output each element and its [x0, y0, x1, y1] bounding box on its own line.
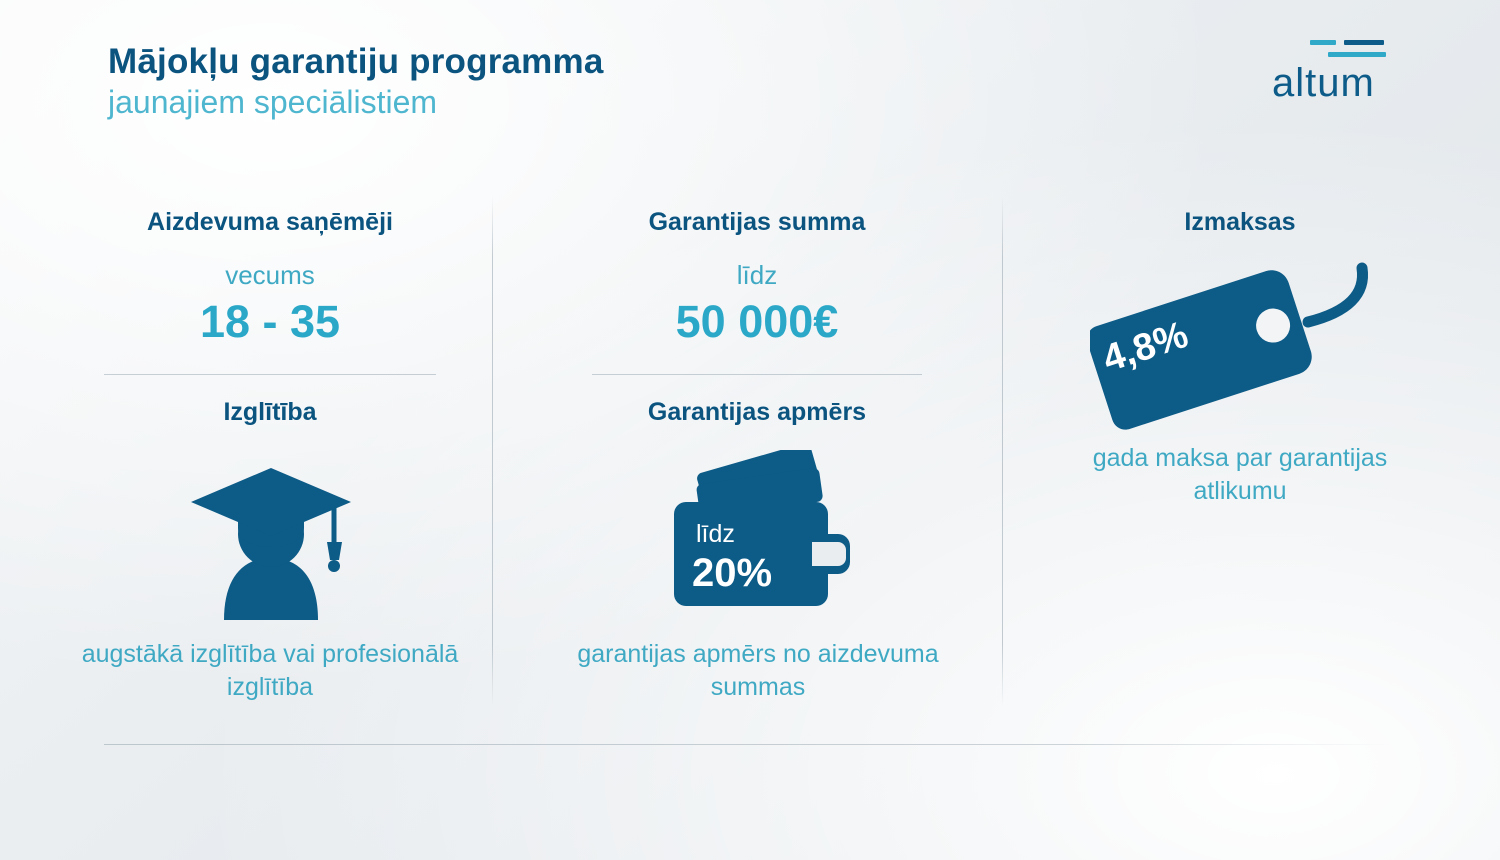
column-divider — [492, 196, 493, 706]
column-heading-costs: Izmaksas — [1184, 208, 1296, 236]
row-divider — [104, 374, 436, 375]
row-divider — [592, 374, 922, 375]
title-subtitle: jaunajiem speciālistiem — [108, 84, 438, 121]
guarantee-limit-label: līdz — [736, 260, 778, 290]
column-heading-borrowers: Aizdevuma saņēmēji — [147, 208, 393, 236]
svg-text:20%: 20% — [692, 551, 773, 595]
bottom-divider — [104, 744, 1394, 745]
page-title — [108, 42, 604, 124]
costs-caption: gada maksa par garantijas atlikumu — [1092, 444, 1388, 505]
guarantee-limit-value: 50 000€ — [675, 296, 839, 347]
logo-bar-icon — [1344, 40, 1384, 45]
logo-bar-icon — [1310, 40, 1336, 45]
column-subheading-guarantee-size: Garantijas apmērs — [647, 398, 867, 426]
education-caption: augstākā izglītība vai profesionālā izglītība — [81, 640, 459, 701]
tag-value — [1400, 250, 1401, 251]
wallet-icon — [660, 450, 860, 620]
age-value: 18 - 35 — [199, 296, 341, 347]
svg-text:4,8%: 4,8% — [1097, 313, 1194, 381]
wallet-label — [860, 450, 861, 451]
wallet-value — [860, 450, 861, 451]
logo-wordmark: altum — [1272, 61, 1375, 105]
guarantee-size-caption: garantijas apmērs no aizdevuma summas — [577, 640, 939, 701]
price-tag-icon — [1090, 250, 1400, 435]
column-heading-guarantee-amount: Garantijas summa — [648, 208, 866, 236]
title-main: Mājokļu garantiju programma — [108, 42, 604, 81]
column-divider — [1002, 196, 1003, 706]
altum-logo — [1272, 36, 1402, 106]
age-label: vecums — [225, 260, 315, 290]
column-subheading-education: Izglītība — [223, 398, 317, 426]
svg-text:līdz: līdz — [696, 520, 735, 548]
graduate-cap-icon — [176, 450, 366, 620]
logo-bar-icon — [1328, 52, 1386, 57]
